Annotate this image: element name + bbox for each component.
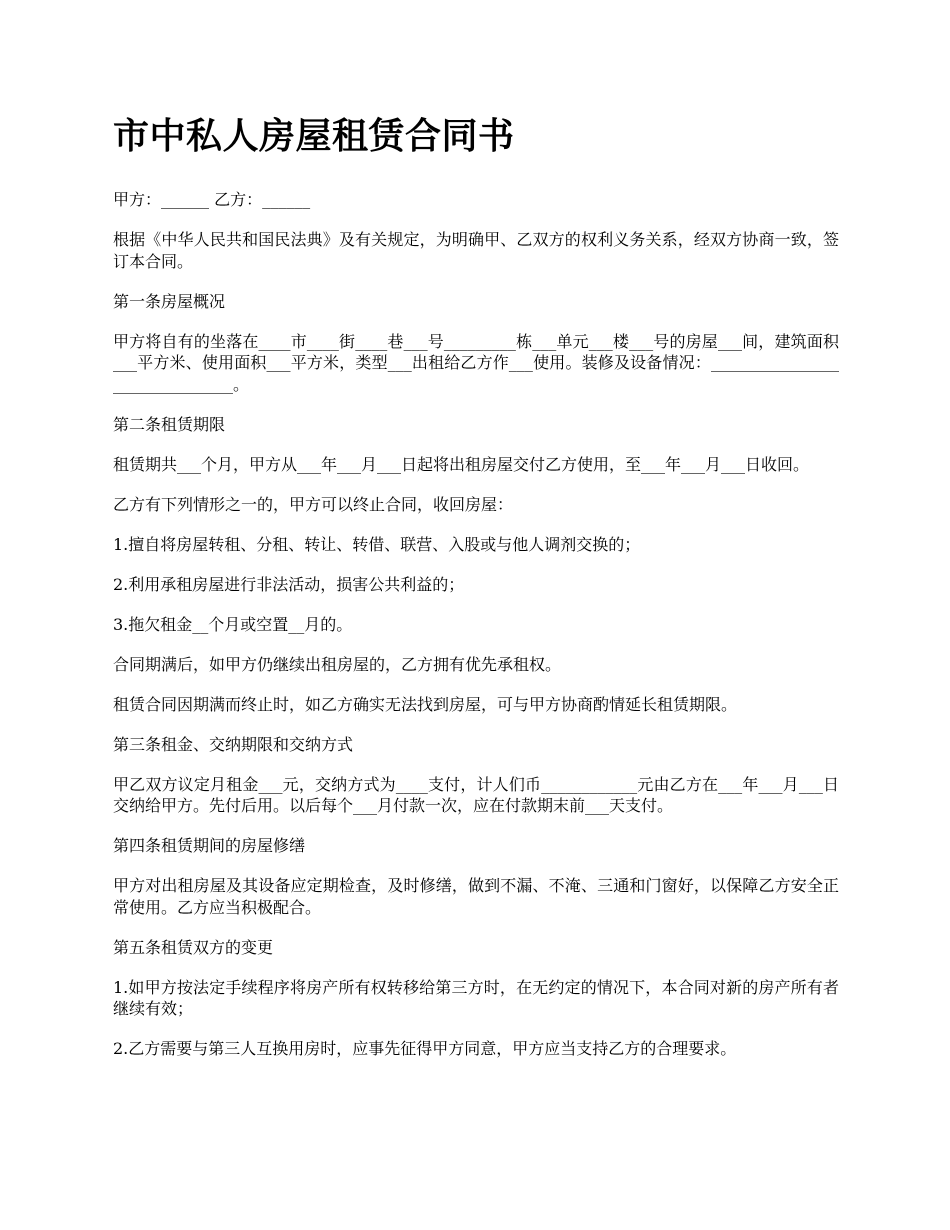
- priority-lease-paragraph: 合同期满后，如甲方仍继续出租房屋的，乙方拥有优先承租权。: [113, 654, 562, 674]
- article-4-body: 甲方对出租房屋及其设备应定期检查，及时修缮，做到不漏、不淹、三通和门窗好，以保障乙方安全正常使用。乙方应当积极配合。: [113, 876, 839, 917]
- article-1-body: 甲方将自有的坐落在____市____街____巷___号_________栋___单元___楼___号的房屋___间，建筑面积___平方米、使用面积___平方米，类型___出租给乙方作___使用。装修及设备情况：_______________________________。: [113, 331, 839, 394]
- parties-line: 甲方：______ 乙方：______: [113, 190, 311, 209]
- document-page: [113, 112, 839, 1078]
- article-5-heading: 第五条租赁双方的变更: [113, 937, 274, 957]
- article-2-body: 租赁期共___个月，甲方从___年___月___日起将出租房屋交付乙方使用，至___年___月___日收回。: [113, 454, 810, 474]
- article-5-item-1: 1.如甲方按法定手续程序将房产所有权转移给第三方时，在无约定的情况下，本合同对新的房产所有者继续有效；: [113, 977, 839, 1018]
- document-title: 市中私人房屋租赁合同书: [113, 115, 515, 157]
- termination-item-2: 2.利用承租房屋进行非法活动，损害公共利益的；: [113, 574, 465, 594]
- article-3-body: 甲乙双方议定月租金___元，交纳方式为____支付，计人们币____________元由乙方在___年___月___日交纳给甲方。先付后用。以后每个___月付款一次，应在付款期末前___天支付。: [113, 774, 839, 815]
- article-1-heading: 第一条房屋概况: [113, 291, 226, 311]
- termination-item-3: 3.拖欠租金__个月或空置__月的。: [113, 614, 353, 634]
- preamble-paragraph: 根据《中华人民共和国民法典》及有关规定，为明确甲、乙双方的权利义务关系，经双方协商一致，签订本合同。: [113, 230, 839, 271]
- article-5-item-2: 2.乙方需要与第三人互换用房时，应事先征得甲方同意，甲方应当支持乙方的合理要求。: [113, 1039, 737, 1058]
- extension-paragraph: 租赁合同因期满而终止时，如乙方确实无法找到房屋，可与甲方协商酌情延长租赁期限。: [113, 694, 738, 714]
- termination-item-1: 1.擅自将房屋转租、分租、转让、转借、联营、入股或与他人调剂交换的；: [113, 534, 641, 554]
- article-4-heading: 第四条租赁期间的房屋修缮: [113, 836, 306, 855]
- article-2-heading: 第二条租赁期限: [113, 414, 226, 434]
- termination-intro: 乙方有下列情形之一的，甲方可以终止合同，收回房屋：: [113, 494, 514, 514]
- article-3-heading: 第三条租金、交纳期限和交纳方式: [113, 734, 354, 754]
